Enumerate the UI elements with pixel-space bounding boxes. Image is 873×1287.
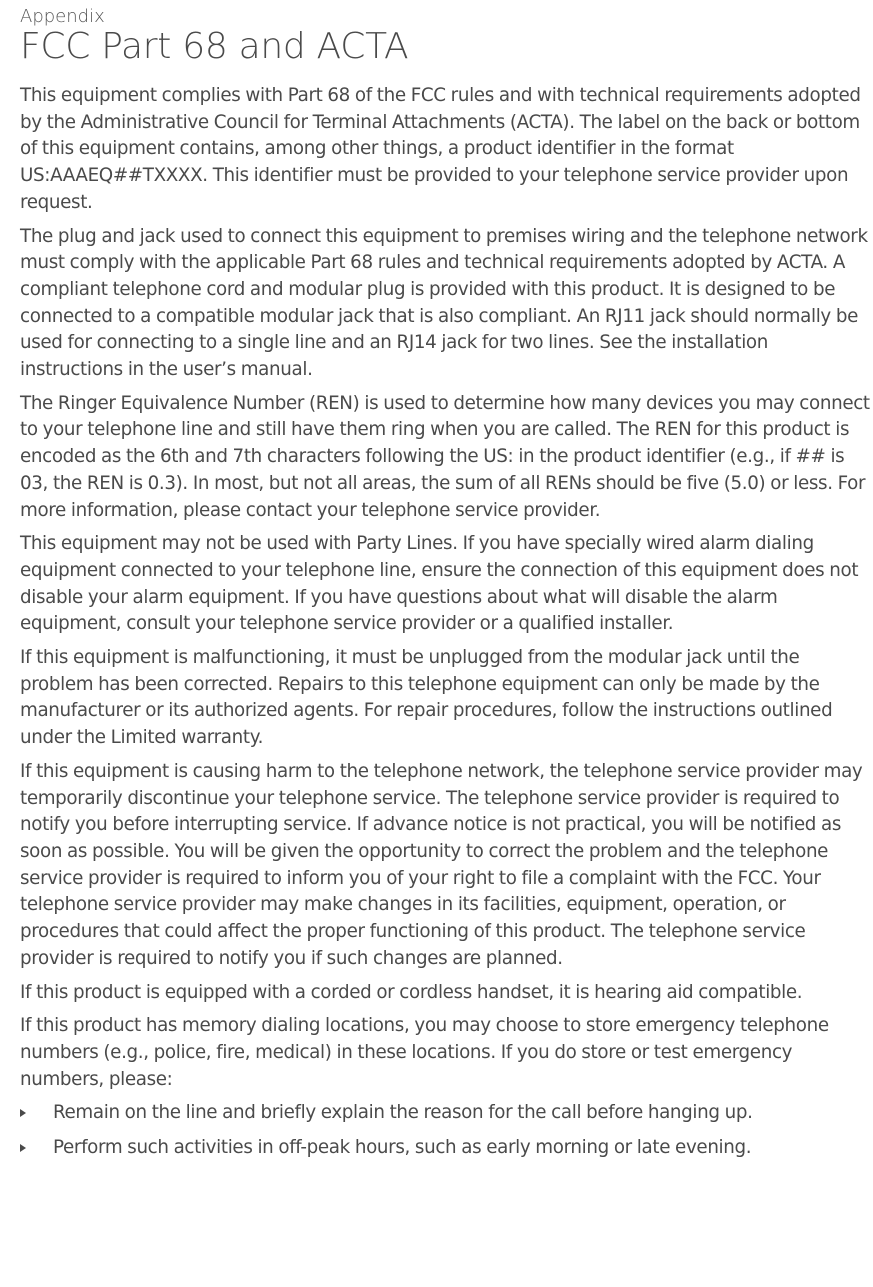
paragraph-party-lines: This equipment may not be used with Party Lines. If you have specially wired alarm dialing equipment connected to your telephone line, ensure the connection of this equipment does not disable your alarm equipment. If you have questions about what will disable the alarm equipment, consult your telephone service provider or a qualified installer. — [20, 533, 859, 635]
paragraph-plug-and-jack: The plug and jack used to connect this equipment to premises wiring and the telephone network must comply with the applicable Part 68 rules and technical requirements adopted by ACTA. A compliant telephone cord and modular plug is provided with this product. It is designed to be connected to a compatible modular jack that is also compliant. An RJ11 jack should normally be used for connecting to a single line and an RJ14 jack for two lines. See the installation instructions in the user’s manual. — [20, 225, 868, 381]
document-page — [20, 6, 870, 1170]
paragraph-part68-compliance: This equipment complies with Part 68 of the FCC rules and with technical requirements adopted by the Administrative Council for Terminal Attachments (ACTA). The label on the back or bottom of this equipment contains, among other things, a product identifier in the format US:AAAEQ##TXXXX. This identifier must be provided to your telephone service provider upon request. — [20, 85, 861, 213]
page-title: FCC Part 68 and ACTA — [20, 26, 409, 67]
section-label: Appendix — [20, 6, 105, 27]
triangle-right-icon — [20, 1109, 26, 1117]
paragraph-malfunction: If this equipment is malfunctioning, it must be unplugged from the modular jack until the problem has been corrected. Repairs to this telephone equipment can only be made by the manufacturer or its authorized agents. For repair procedures, follow the instructions outlined under the Limited warranty. — [20, 647, 833, 749]
list-item-text: Perform such activities in off-peak hours, such as early morning or late evening. — [53, 1137, 752, 1159]
paragraph-emergency-numbers: If this product has memory dialing locations, you may choose to store emergency telephone numbers (e.g., police, fire, medical) in these locations. If you do store or test emergency numbers, please: — [20, 1015, 829, 1090]
paragraph-hearing-aid: If this product is equipped with a corded or cordless handset, it is hearing aid compatible. — [20, 981, 803, 1003]
list-item-text: Remain on the line and briefly explain the reason for the call before hanging up. — [53, 1102, 753, 1124]
list-item — [20, 1100, 870, 1127]
paragraph-ren: The Ringer Equivalence Number (REN) is used to determine how many devices you may connect to your telephone line and still have them ring when you are called. The REN for this product is encoded as the 6th and 7th characters following the US: in the product identifier (e.g., if ## is 03, the REN is 0.3). In most, but not all areas, the sum of all RENs should be five (5.0) or less. For more information, please contact your telephone service provider. — [20, 392, 870, 521]
triangle-right-icon — [20, 1144, 26, 1152]
emergency-guidelines-list — [20, 1100, 870, 1161]
paragraph-network-harm: If this equipment is causing harm to the telephone network, the telephone service provider may temporarily discontinue your telephone service. The telephone service provider is required to notify you before interrupting service. If advance notice is not practical, you will be notified as soon as possible. You will be given the opportunity to correct the problem and the telephone service provider is required to inform you of your right to file a complaint with the FCC. Your telephone service provider may make changes in its facilities, equipment, operation, or procedures that could affect the proper functioning of this product. The telephone service provider is required to notify you if such changes are planned. — [20, 760, 863, 969]
list-item — [20, 1135, 870, 1162]
